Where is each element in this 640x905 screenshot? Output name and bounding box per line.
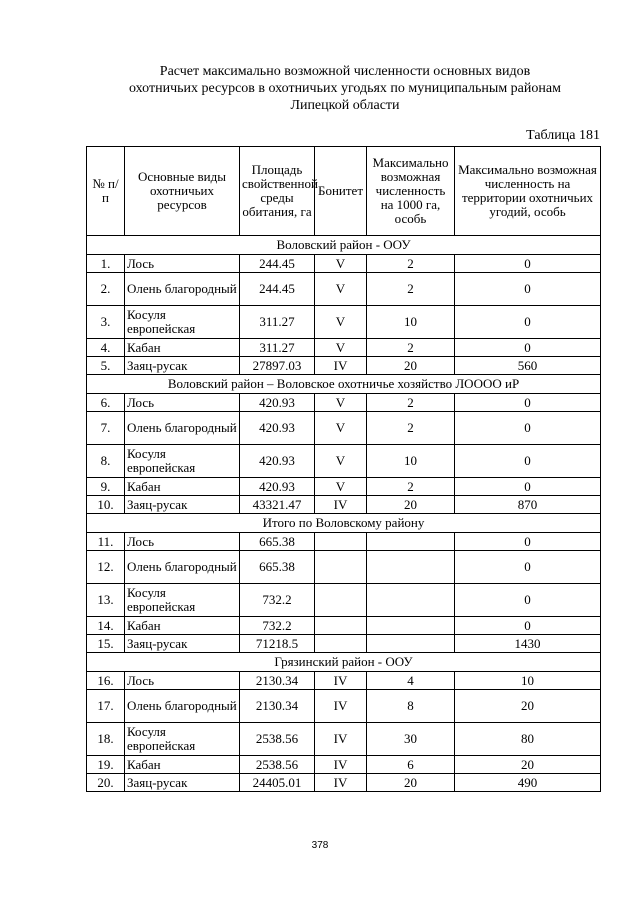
habitat-area: 732.2 [240,584,315,617]
row-number: 9. [87,478,125,496]
habitat-area: 244.45 [240,273,315,306]
species-name: Олень благородный [125,273,240,306]
bonitet: V [315,478,367,496]
density-per-1000ha: 2 [367,273,455,306]
section-title: Итого по Воловскому району [87,514,601,533]
habitat-area: 732.2 [240,617,315,635]
species-name: Лось [125,672,240,690]
max-count: 1430 [455,635,601,653]
bonitet: IV [315,774,367,792]
habitat-area: 24405.01 [240,774,315,792]
bonitet: V [315,445,367,478]
max-count: 0 [455,394,601,412]
table-row [87,306,601,339]
max-count: 20 [455,690,601,723]
habitat-area: 244.45 [240,255,315,273]
page-number: 378 [311,840,329,851]
header-density: Максимально возможная численность на 1000 га, особь [367,147,455,236]
species-name: Косуля европейская [125,723,240,756]
max-count: 0 [455,551,601,584]
bonitet: IV [315,723,367,756]
habitat-area: 2538.56 [240,723,315,756]
density-per-1000ha: 2 [367,339,455,357]
density-per-1000ha: 10 [367,445,455,478]
max-count: 0 [455,478,601,496]
row-number: 16. [87,672,125,690]
bonitet: V [315,255,367,273]
species-name: Олень благородный [125,690,240,723]
species-name: Косуля европейская [125,306,240,339]
section-header-row [87,236,601,255]
max-count: 0 [455,273,601,306]
table-row [87,357,601,375]
row-number: 6. [87,394,125,412]
density-per-1000ha: 20 [367,496,455,514]
species-name: Кабан [125,478,240,496]
density-per-1000ha [367,533,455,551]
density-per-1000ha: 10 [367,306,455,339]
bonitet [315,584,367,617]
header-num: № п/п [87,147,125,236]
species-name: Заяц-русак [125,635,240,653]
row-number: 1. [87,255,125,273]
section-title: Воловский район – Воловское охотничье хозяйство ЛОООО иР [87,375,601,394]
bonitet: IV [315,357,367,375]
row-number: 7. [87,412,125,445]
row-number: 20. [87,774,125,792]
title-line: Расчет максимально возможной численности основных видов [159,64,531,79]
bonitet: IV [315,690,367,723]
max-count: 560 [455,357,601,375]
row-number: 14. [87,617,125,635]
density-per-1000ha [367,617,455,635]
bonitet [315,551,367,584]
bonitet: IV [315,496,367,514]
row-number: 18. [87,723,125,756]
habitat-area: 71218.5 [240,635,315,653]
title-line: охотничьих ресурсов в охотничьих угодьях по муниципальным районам [129,81,561,96]
max-count: 0 [455,617,601,635]
row-number: 11. [87,533,125,551]
section-title: Воловский район - ООУ [87,236,601,255]
header-species: Основные виды охотничьих ресурсов [125,147,240,236]
density-per-1000ha: 20 [367,357,455,375]
max-count: 0 [455,306,601,339]
row-number: 13. [87,584,125,617]
data-table [86,146,601,792]
table-row [87,584,601,617]
row-number: 15. [87,635,125,653]
row-number: 17. [87,690,125,723]
header-max-count: Максимально возможная численность на территории охотничьих угодий, особь [455,147,601,236]
table-row [87,690,601,723]
row-number: 19. [87,756,125,774]
row-number: 12. [87,551,125,584]
max-count: 0 [455,412,601,445]
bonitet: V [315,273,367,306]
section-title: Грязинский район - ООУ [87,653,601,672]
habitat-area: 420.93 [240,445,315,478]
density-per-1000ha [367,584,455,617]
section-header-row [87,514,601,533]
habitat-area: 2538.56 [240,756,315,774]
max-count: 870 [455,496,601,514]
habitat-area: 2130.34 [240,690,315,723]
table-row [87,723,601,756]
row-number: 2. [87,273,125,306]
habitat-area: 27897.03 [240,357,315,375]
bonitet [315,533,367,551]
max-count: 0 [455,533,601,551]
header-bonitet: Бонитет [315,147,367,236]
habitat-area: 2130.34 [240,672,315,690]
table-row [87,672,601,690]
density-per-1000ha [367,551,455,584]
density-per-1000ha: 2 [367,255,455,273]
table-row [87,478,601,496]
table-header-row [87,147,601,236]
species-name: Олень благородный [125,551,240,584]
table-row [87,273,601,306]
species-name: Олень благородный [125,412,240,445]
section-header-row [87,653,601,672]
species-name: Кабан [125,756,240,774]
table-row [87,635,601,653]
density-per-1000ha: 6 [367,756,455,774]
bonitet [315,617,367,635]
species-name: Лось [125,394,240,412]
table-row [87,339,601,357]
bonitet: V [315,394,367,412]
species-name: Заяц-русак [125,774,240,792]
species-name: Кабан [125,617,240,635]
document-title [90,63,600,114]
bonitet [315,635,367,653]
species-name: Лось [125,255,240,273]
habitat-area: 665.38 [240,533,315,551]
habitat-area: 420.93 [240,478,315,496]
habitat-area: 43321.47 [240,496,315,514]
habitat-area: 311.27 [240,306,315,339]
species-name: Косуля европейская [125,584,240,617]
table-row [87,255,601,273]
species-name: Заяц-русак [125,496,240,514]
bonitet: V [315,306,367,339]
max-count: 0 [455,339,601,357]
species-name: Заяц-русак [125,357,240,375]
table-row [87,394,601,412]
bonitet: V [315,339,367,357]
bonitet: IV [315,672,367,690]
species-name: Косуля европейская [125,445,240,478]
density-per-1000ha: 2 [367,412,455,445]
max-count: 0 [455,584,601,617]
species-name: Кабан [125,339,240,357]
table-row [87,412,601,445]
header-area: Площадь свойственной среды обитания, га [240,147,315,236]
table-row [87,496,601,514]
density-per-1000ha: 2 [367,478,455,496]
density-per-1000ha: 2 [367,394,455,412]
row-number: 8. [87,445,125,478]
table-row [87,756,601,774]
table-row [87,533,601,551]
table-row [87,551,601,584]
habitat-area: 665.38 [240,551,315,584]
density-per-1000ha: 30 [367,723,455,756]
row-number: 3. [87,306,125,339]
density-per-1000ha: 4 [367,672,455,690]
density-per-1000ha: 20 [367,774,455,792]
max-count: 0 [455,445,601,478]
density-per-1000ha: 8 [367,690,455,723]
row-number: 5. [87,357,125,375]
section-header-row [87,375,601,394]
max-count: 490 [455,774,601,792]
row-number: 10. [87,496,125,514]
title-line: Липецкой области [290,98,400,113]
table-number: Таблица 181 [526,128,600,143]
max-count: 20 [455,756,601,774]
bonitet: V [315,412,367,445]
table-row [87,445,601,478]
habitat-area: 311.27 [240,339,315,357]
max-count: 0 [455,255,601,273]
habitat-area: 420.93 [240,412,315,445]
table-row [87,774,601,792]
row-number: 4. [87,339,125,357]
table-row [87,617,601,635]
habitat-area: 420.93 [240,394,315,412]
density-per-1000ha [367,635,455,653]
max-count: 80 [455,723,601,756]
species-name: Лось [125,533,240,551]
bonitet: IV [315,756,367,774]
max-count: 10 [455,672,601,690]
table-body [87,236,601,792]
